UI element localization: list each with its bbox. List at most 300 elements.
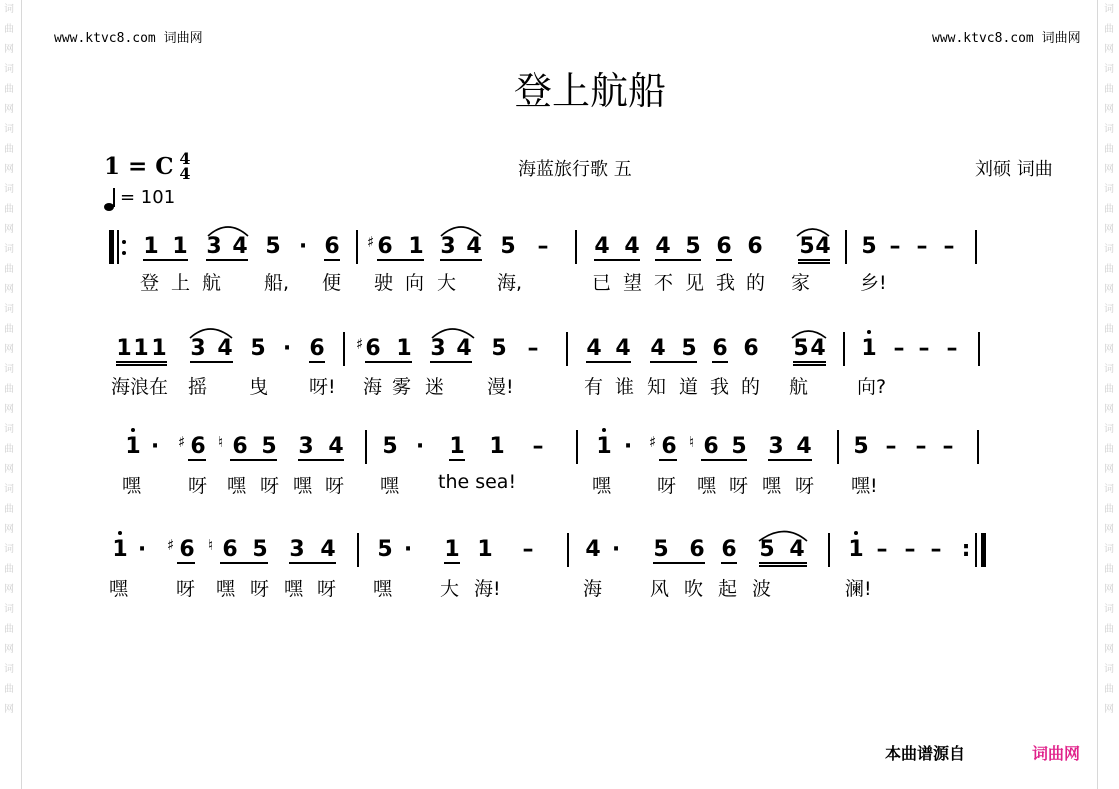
watermark-glyph: 词 (1104, 64, 1114, 75)
watermark-glyph: 网 (1104, 344, 1114, 355)
underline (653, 562, 705, 564)
lyric: 嘿 (216, 578, 236, 600)
source-label: 本曲谱源自 (885, 744, 966, 763)
watermark-glyph: 词 (4, 544, 14, 555)
note: 3 (430, 336, 446, 361)
octave-dot (118, 531, 122, 535)
watermark-glyph: 词 (4, 484, 14, 495)
lyric: 我 (710, 376, 730, 398)
note: 4 (320, 537, 336, 562)
watermark-glyph: 曲 (1104, 84, 1114, 95)
lyric: 吹 (684, 578, 704, 600)
lyric: 漫! (487, 376, 514, 398)
note: 4 (585, 537, 601, 562)
underline (721, 562, 737, 564)
underline (444, 562, 460, 564)
watermark-glyph: 曲 (1104, 444, 1114, 455)
octave-dot (131, 428, 135, 432)
watermark-glyph: 网 (4, 524, 14, 535)
watermark-glyph: 词 (1104, 484, 1114, 495)
note: – (532, 434, 544, 459)
note: – (915, 434, 927, 459)
note: 6 (377, 234, 393, 259)
note: – (537, 234, 549, 259)
underline (177, 562, 195, 564)
barline (566, 332, 568, 366)
note: – (876, 537, 888, 562)
watermark-glyph: 词 (1104, 364, 1114, 375)
lyric: 不 (654, 272, 674, 294)
underline (289, 562, 336, 564)
lyric: 嘿! (851, 475, 878, 497)
note: 5 (653, 537, 669, 562)
watermark-glyph: 网 (4, 104, 14, 115)
note: 6 (716, 234, 732, 259)
note: 6 (747, 234, 763, 259)
note: 3 (289, 537, 305, 562)
note: 4 (466, 234, 482, 259)
watermark-glyph: 词 (1104, 124, 1114, 135)
watermark-glyph: 词 (4, 604, 14, 615)
watermark-glyph: 网 (1104, 284, 1114, 295)
note: 5 (861, 234, 877, 259)
note: 6 (721, 537, 737, 562)
lyric: 航 (202, 272, 222, 294)
note: 5 (853, 434, 869, 459)
watermark-glyph: 网 (1104, 104, 1114, 115)
lyric: 登 (140, 272, 160, 294)
note: 5 (793, 336, 809, 361)
lyric: 航 (789, 376, 809, 398)
lyric: 的 (741, 376, 761, 398)
lyric: 向 (405, 272, 425, 294)
lyric: 道 (679, 376, 699, 398)
note: 3 (206, 234, 222, 259)
accidental: ♯ (178, 433, 186, 451)
underline (712, 361, 728, 363)
watermark-glyph: 词 (1104, 304, 1114, 315)
accidental: ♮ (208, 536, 214, 554)
accidental: ♯ (356, 335, 364, 353)
site-watermark-left: www.ktvc8.com 词曲网 (54, 31, 203, 46)
underline (116, 361, 167, 363)
watermark-glyph: 词 (4, 364, 14, 375)
lyric: 上 (171, 272, 191, 294)
tempo-marking: = 101 (120, 187, 176, 208)
note: – (930, 537, 942, 562)
watermark-glyph: 网 (4, 404, 14, 415)
note: 1 (848, 537, 864, 562)
note: 4 (328, 434, 344, 459)
lyric: 嘿 (109, 578, 129, 600)
lyric: 海浪在 (111, 376, 169, 398)
barline (567, 533, 569, 567)
note: 4 (217, 336, 233, 361)
note: 6 (365, 336, 381, 361)
underline (798, 262, 830, 264)
key-signature: 1 = C (104, 153, 174, 180)
note: 1 (112, 537, 128, 562)
lyric: 嘿 (592, 475, 612, 497)
underline (701, 459, 747, 461)
lyric: 雾 (392, 376, 412, 398)
barline (365, 430, 367, 464)
watermark-glyph: 曲 (4, 24, 14, 35)
lyric: 呀 (250, 578, 270, 600)
barline (975, 230, 977, 264)
lyric: 见 (685, 272, 705, 294)
watermark-glyph: 网 (4, 464, 14, 475)
repeat-start-thick (109, 230, 114, 264)
underline (659, 459, 677, 461)
lyric: 风 (650, 578, 670, 600)
note: – (916, 234, 928, 259)
note: 1 (151, 336, 167, 361)
barline (576, 430, 578, 464)
note: – (942, 434, 954, 459)
underline (793, 364, 826, 366)
lyric: 有 (584, 376, 604, 398)
watermark-glyph: 网 (4, 644, 14, 655)
underline (309, 361, 325, 363)
lyric: 波 (752, 578, 772, 600)
watermark-glyph: 曲 (1104, 504, 1114, 515)
lyric: 海 (363, 376, 383, 398)
note: 5 (685, 234, 701, 259)
time-signature-bottom: 4 (179, 164, 191, 183)
lyric: 呀 (176, 578, 196, 600)
note: 6 (222, 537, 238, 562)
underline (143, 259, 188, 261)
time-signature-top: 4 (179, 149, 191, 168)
lyric: 向? (857, 376, 887, 398)
watermark-glyph: 网 (1104, 164, 1114, 175)
watermark-glyph: 网 (1104, 524, 1114, 535)
underline (716, 259, 732, 261)
note: 6 (689, 537, 705, 562)
note: 4 (586, 336, 602, 361)
lyric: 谁 (615, 376, 635, 398)
lyric: 嘿 (762, 475, 782, 497)
watermark-glyph: 词 (4, 4, 14, 15)
note: – (943, 234, 955, 259)
lyric: 嘿 (293, 475, 313, 497)
lyric: 嘿 (122, 475, 142, 497)
lyric: 嘿 (284, 578, 304, 600)
note: – (885, 434, 897, 459)
watermark-glyph: 网 (1104, 584, 1114, 595)
lyric: 大 (440, 578, 460, 600)
underline (298, 459, 344, 461)
credits: 刘硕 词曲 (975, 159, 1053, 180)
watermark-glyph: 曲 (1104, 144, 1114, 155)
lyric: 呀 (795, 475, 815, 497)
watermark-glyph: 网 (1104, 404, 1114, 415)
underline (793, 361, 826, 363)
note: · (282, 336, 292, 361)
watermark-glyph: 网 (4, 44, 14, 55)
note: · (623, 434, 633, 459)
watermark-glyph: 词 (1104, 184, 1114, 195)
underline (655, 259, 701, 261)
lyric: 呀 (729, 475, 749, 497)
watermark-glyph: 词 (1104, 604, 1114, 615)
note: 5 (500, 234, 516, 259)
underline (440, 259, 482, 261)
accidental: ♯ (649, 433, 657, 451)
barline (845, 230, 847, 264)
lyric: 呀 (317, 578, 337, 600)
repeat-end-thick (981, 533, 986, 567)
underline (430, 361, 472, 363)
note: 6 (703, 434, 719, 459)
watermark-glyph: 词 (4, 424, 14, 435)
lyric: the sea! (438, 471, 517, 493)
watermark-glyph: 词 (1104, 244, 1114, 255)
underline (324, 259, 340, 261)
lyric: 起 (718, 578, 738, 600)
note: 4 (815, 234, 831, 259)
note: · (415, 434, 425, 459)
lyric: 家 (791, 272, 811, 294)
underline (449, 459, 465, 461)
watermark-glyph: 网 (1104, 644, 1114, 655)
accidental: ♯ (167, 536, 175, 554)
note: · (137, 537, 147, 562)
watermark-glyph: 网 (4, 704, 14, 715)
lyric: 呀 (188, 475, 208, 497)
note: 6 (661, 434, 677, 459)
barline (837, 430, 839, 464)
note: 4 (615, 336, 631, 361)
underline (594, 259, 640, 261)
lyric: 摇 (188, 376, 208, 398)
watermark-glyph: 网 (4, 344, 14, 355)
watermark-glyph: 网 (1104, 464, 1114, 475)
lyric: 已 (592, 272, 612, 294)
song-title: 登上航船 (513, 69, 666, 113)
note: 1 (596, 434, 612, 459)
watermark-glyph: 词 (4, 244, 14, 255)
watermark-glyph: 曲 (1104, 264, 1114, 275)
lyric: 驶 (374, 272, 394, 294)
watermark-glyph: 曲 (1104, 624, 1114, 635)
watermark-glyph: 网 (1104, 224, 1114, 235)
note: 4 (655, 234, 671, 259)
underline (759, 565, 807, 567)
lyric: 我 (716, 272, 736, 294)
note: 1 (133, 336, 149, 361)
barline (977, 430, 979, 464)
watermark-glyph: 网 (4, 284, 14, 295)
accidental: ♯ (367, 233, 375, 251)
repeat-dot (122, 251, 126, 255)
lyric: 呀 (657, 475, 677, 497)
note: 6 (232, 434, 248, 459)
note: 4 (789, 537, 805, 562)
note: 4 (232, 234, 248, 259)
lyric: 海! (474, 578, 501, 600)
site-watermark-right: www.ktvc8.com 词曲网 (932, 31, 1081, 46)
note: 5 (250, 336, 266, 361)
note: 5 (377, 537, 393, 562)
watermark-glyph: 词 (4, 64, 14, 75)
note: 5 (265, 234, 281, 259)
note: 4 (594, 234, 610, 259)
watermark-glyph: 词 (1104, 424, 1114, 435)
watermark-glyph: 词 (4, 124, 14, 135)
note: 4 (456, 336, 472, 361)
note: 5 (382, 434, 398, 459)
watermark-glyph: 曲 (4, 84, 14, 95)
note: 4 (796, 434, 812, 459)
note: – (522, 537, 534, 562)
lyric: 乡! (860, 272, 887, 294)
watermark-glyph: 网 (4, 164, 14, 175)
watermark-glyph: 曲 (4, 264, 14, 275)
underline (190, 361, 233, 363)
watermark-glyph: 曲 (4, 324, 14, 335)
watermark-glyph: 曲 (1104, 324, 1114, 335)
note: 1 (396, 336, 412, 361)
note: 4 (624, 234, 640, 259)
note: · (150, 434, 160, 459)
note: 1 (172, 234, 188, 259)
note: 6 (712, 336, 728, 361)
note: 1 (116, 336, 132, 361)
watermark-glyph: 曲 (4, 624, 14, 635)
underline (377, 259, 424, 261)
lyric: 船, (264, 272, 290, 294)
note: 4 (650, 336, 666, 361)
watermark-glyph: 曲 (4, 564, 14, 575)
lyric: 望 (623, 272, 643, 294)
barline (356, 230, 358, 264)
lyric: 曳 (249, 376, 269, 398)
note: 4 (810, 336, 826, 361)
note: 6 (190, 434, 206, 459)
lyric: 知 (647, 376, 667, 398)
note: 6 (324, 234, 340, 259)
note: : (961, 537, 971, 562)
note: 3 (440, 234, 456, 259)
note: 6 (743, 336, 759, 361)
note: 1 (444, 537, 460, 562)
watermark-glyph: 曲 (1104, 384, 1114, 395)
watermark-glyph: 曲 (4, 204, 14, 215)
lyric: 呀 (325, 475, 345, 497)
note: 6 (309, 336, 325, 361)
underline (365, 361, 412, 363)
accidental: ♮ (218, 433, 224, 451)
note: 5 (759, 537, 775, 562)
lyric: 嘿 (697, 475, 717, 497)
lyric: 呀! (309, 376, 336, 398)
lyric: 嘿 (380, 475, 400, 497)
watermark-glyph: 词 (4, 664, 14, 675)
underline (586, 361, 631, 363)
note: 3 (768, 434, 784, 459)
watermark-glyph: 网 (1104, 704, 1114, 715)
note: 5 (731, 434, 747, 459)
lyric: 海, (497, 272, 523, 294)
octave-dot (602, 428, 606, 432)
underline (759, 562, 807, 564)
watermark-glyph: 曲 (1104, 684, 1114, 695)
watermark-glyph: 词 (1104, 4, 1114, 15)
lyric: 的 (746, 272, 766, 294)
barline (843, 332, 845, 366)
note: 6 (179, 537, 195, 562)
note: – (904, 537, 916, 562)
note: 5 (491, 336, 507, 361)
octave-dot (867, 330, 871, 334)
note: 3 (190, 336, 206, 361)
watermark-glyph: 词 (1104, 544, 1114, 555)
watermark-glyph: 网 (4, 584, 14, 595)
note: 5 (261, 434, 277, 459)
barline (978, 332, 980, 366)
note: 5 (799, 234, 815, 259)
watermark-glyph: 曲 (1104, 564, 1114, 575)
underline (650, 361, 697, 363)
octave-dot (854, 531, 858, 535)
barline (828, 533, 830, 567)
barline (575, 230, 577, 264)
underline (188, 459, 206, 461)
note: · (611, 537, 621, 562)
barline (357, 533, 359, 567)
note: – (893, 336, 905, 361)
note: · (298, 234, 308, 259)
note: – (946, 336, 958, 361)
underline (116, 364, 167, 366)
note: 1 (125, 434, 141, 459)
underline (230, 459, 277, 461)
barline (343, 332, 345, 366)
underline (220, 562, 268, 564)
note: 3 (298, 434, 314, 459)
accidental: ♮ (689, 433, 695, 451)
lyric: 大 (437, 272, 457, 294)
watermark-glyph: 曲 (4, 684, 14, 695)
note: · (403, 537, 413, 562)
watermark-glyph: 词 (4, 184, 14, 195)
lyric: 海 (583, 578, 603, 600)
watermark-glyph: 曲 (4, 504, 14, 515)
watermark-glyph: 词 (4, 304, 14, 315)
lyric: 便 (322, 272, 342, 294)
source-site-link[interactable]: 词曲网 (1032, 744, 1081, 763)
lyric: 嘿 (227, 475, 247, 497)
watermark-glyph: 网 (4, 224, 14, 235)
watermark-glyph: 曲 (4, 384, 14, 395)
lyric: 呀 (260, 475, 280, 497)
lyric: 嘿 (373, 578, 393, 600)
note: 5 (252, 537, 268, 562)
lyric: 澜! (845, 578, 872, 600)
song-subtitle: 海蓝旅行歌 五 (518, 159, 632, 180)
repeat-start-thin (117, 230, 119, 264)
note: – (918, 336, 930, 361)
watermark-glyph: 曲 (1104, 24, 1114, 35)
note: – (527, 336, 539, 361)
watermark-glyph: 曲 (1104, 204, 1114, 215)
note: 1 (489, 434, 505, 459)
note: 1 (449, 434, 465, 459)
note: 1 (408, 234, 424, 259)
note: 5 (681, 336, 697, 361)
